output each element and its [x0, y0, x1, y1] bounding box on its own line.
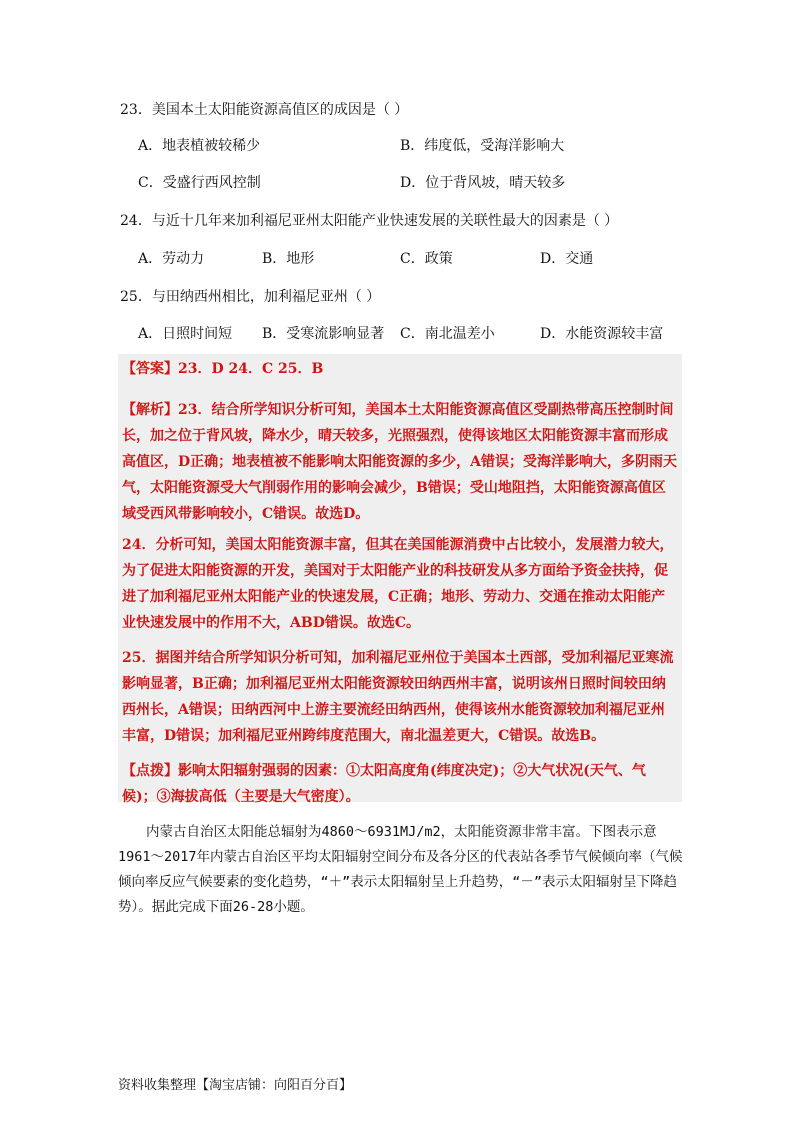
intro-paragraph — [118, 820, 684, 920]
answer-key: 【答案】23．D 24．C 25．B — [122, 361, 324, 377]
question-24-stem: 24．与近十几年来加利福尼亚州太阳能产业快速发展的关联性最大的因素是（ ） — [120, 213, 619, 229]
tip-note: 【点拨】影响太阳辐射强弱的因素：①太阳高度角(纬度决定)；②大气状况(天气、气候)；③海拔高低（主要是大气密度）。 — [122, 763, 646, 805]
question-23-option-b: B．纬度低，受海洋影响大 — [400, 138, 565, 154]
question-23-stem: 23．美国本土太阳能资源高值区的成因是（ ） — [120, 102, 409, 118]
question-24-option-b: B．地形 — [262, 251, 315, 267]
intro-text: 内蒙古自治区太阳能总辐射为4860～6931MJ/m2，太阳能资源非常丰富。下图表示意1961～2017年内蒙古自治区平均太阳辐射空间分布及各分区的代表站各季节气候倾向率（气候倾向率反应气候要素的变化趋势，“＋”表示太阳辐射呈上升趋势，“－”表示太阳辐射呈下降趋势）。据此完成下面26-28小题。 — [118, 824, 683, 915]
analysis-25: 25．据图并结合所学知识分析可知，加利福尼亚州位于美国本土西部，受加利福尼亚寒流影响显著，B正确；加利福尼亚州太阳能资源较田纳西州丰富，说明该州日照时间较田纳西州长，A错误；田纳西河中上游主要流经田纳西州，使得该州水能资源较加利福尼亚州丰富，D错误；加利福尼亚州跨纬度范围大，南北温差更大，C错误。故选B。 — [122, 650, 674, 744]
question-25-option-a: A．日照时间短 — [138, 326, 233, 342]
analysis-23: 【解析】23．结合所学知识分析可知，美国本土太阳能资源高值区受副热带高压控制时间长，加之位于背风坡，降水少，晴天较多，光照强烈，使得该地区太阳能资源丰富而形成高值区，D正确；地表植被不能影响太阳能资源的多少，A错误；受海洋影响大，多阴雨天气，太阳能资源受大气削弱作用的影响会减少，B错误；受山地阻挡，太阳能资源高值区域受西风带影响较小，C错误。故选D。 — [122, 402, 678, 522]
question-25-option-c: C．南北温差小 — [400, 326, 495, 342]
question-23-option-a: A．地表植被较稀少 — [138, 138, 261, 154]
page-footer: 资料收集整理【淘宝店铺：向阳百分百】 — [118, 1078, 353, 1093]
question-25-option-b: B．受寒流影响显著 — [262, 326, 385, 342]
question-23-option-d: D．位于背风坡，晴天较多 — [400, 175, 566, 191]
analysis-24: 24．分析可知，美国太阳能资源丰富，但其在美国能源消费中占比较小，发展潜力较大，为了促进太阳能资源的开发，美国对于太阳能产业的科技研发从多方面给予资金扶持，促进了加利福尼亚州太阳能产业的快速发展，C正确；地形、劳动力、交通在推动太阳能产业快速发展中的作用不大，ABD错误。故选C。 — [122, 537, 674, 631]
question-24-option-d: D．交通 — [540, 251, 594, 267]
question-24-option-a: A．劳动力 — [138, 251, 205, 267]
question-25-stem: 25．与田纳西州相比，加利福尼亚州（ ） — [120, 289, 381, 305]
question-25-option-d: D．水能资源较丰富 — [540, 326, 664, 342]
question-24-option-c: C．政策 — [400, 251, 453, 267]
question-23-option-c: C．受盛行西风控制 — [138, 175, 261, 191]
